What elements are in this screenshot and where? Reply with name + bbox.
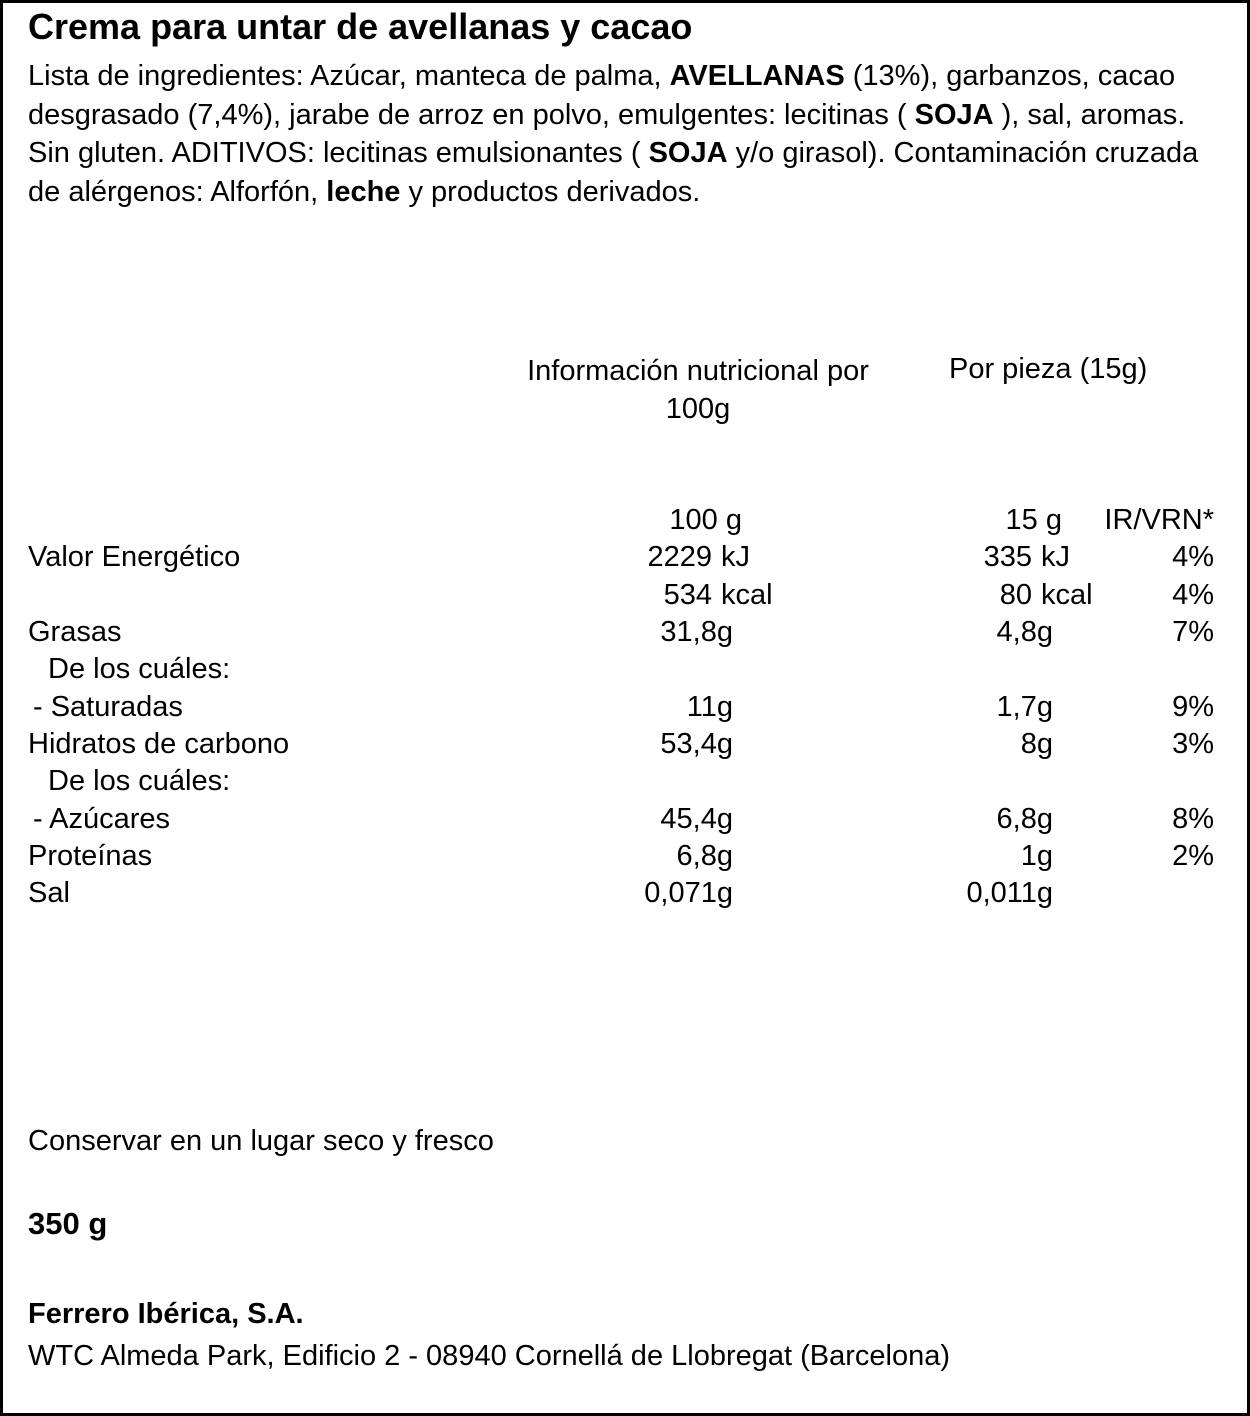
unit-kj-100g: kJ [721, 541, 750, 573]
energy-kcal-ir: 4% [1172, 579, 1214, 611]
fat-100g: 31,8g [660, 616, 733, 648]
storage-instructions: Conservar en un lugar seco y fresco [28, 1125, 494, 1157]
ingredients-text: ), sal, aromas. Sin gluten. ADITIVOS: lecitinas emulsionantes ( [28, 98, 1186, 169]
sugars-100g: 45,4g [660, 803, 733, 835]
company-name: Ferrero Ibérica, S.A. [28, 1298, 304, 1330]
net-weight: 350 g [28, 1206, 108, 1241]
nutrition-header-portion: Por pieza (15g) [949, 353, 1148, 385]
salt-15g: 0,011g [966, 877, 1053, 909]
fat-ir: 7% [1172, 616, 1214, 648]
nutrition-header-100g: Información nutricional por 100g [527, 355, 869, 425]
protein-15g: 1g [1020, 840, 1053, 872]
energy-kj-ir: 4% [1172, 541, 1214, 573]
product-title: Crema para untar de avellanas y cacao [28, 6, 693, 47]
row-label-energy: Valor Energético [28, 541, 241, 573]
saturated-15g: 1,7g [996, 691, 1053, 723]
row-label-of-which-fat: De los cuáles: [48, 653, 231, 685]
saturated-100g: 11g [686, 691, 733, 723]
carbohydrates-15g: 8g [1020, 728, 1053, 760]
company-address: WTC Almeda Park, Edificio 2 - 08940 Cornellá de Llobregat (Barcelona) [28, 1340, 951, 1372]
column-header-100g: 100 g [669, 504, 742, 536]
energy-kcal-15g: 80 [999, 579, 1032, 611]
allergen-highlight: SOJA [914, 98, 994, 131]
ingredients-text: (13%), garbanzos, cacao desgrasado (7,4%), jarabe de arroz en polvo, emulgentes: lecitinas ( [28, 60, 1176, 131]
unit-kj-15g: kJ [1041, 541, 1070, 573]
ingredients-text: Lista de ingredientes: Azúcar, manteca de palma, [28, 60, 670, 92]
ingredients-list [28, 57, 1228, 211]
ingredients-text: y/o girasol). Contaminación cruzada de alérgenos: Alforfón, [28, 137, 1199, 208]
row-label-sugars: - Azúcares [33, 803, 170, 835]
salt-100g: 0,071g [644, 877, 733, 909]
row-label-fat: Grasas [28, 616, 122, 648]
carbohydrates-ir: 3% [1172, 728, 1214, 760]
protein-100g: 6,8g [676, 840, 733, 872]
row-label-carbohydrates: Hidratos de carbono [28, 728, 290, 760]
sugars-15g: 6,8g [996, 803, 1053, 835]
row-label-protein: Proteínas [28, 840, 153, 872]
allergen-highlight: AVELLANAS [669, 60, 845, 92]
allergen-highlight: leche [326, 175, 401, 208]
energy-kcal-100g: 534 [663, 579, 712, 611]
row-label-salt: Sal [28, 877, 70, 909]
allergen-highlight: SOJA [648, 137, 728, 169]
unit-kcal-15g: kcal [1041, 579, 1093, 611]
row-label-saturated: - Saturadas [33, 691, 183, 723]
energy-kj-100g: 2229 [647, 541, 712, 573]
sugars-ir: 8% [1172, 803, 1214, 835]
column-header-15g: 15 g [1005, 504, 1062, 536]
fat-15g: 4,8g [996, 616, 1053, 648]
protein-ir: 2% [1172, 840, 1214, 872]
row-label-of-which-carbs: De los cuáles: [48, 765, 231, 797]
column-header-ir: IR/VRN* [1104, 504, 1214, 536]
ingredients-text: y productos derivados. [400, 175, 701, 208]
saturated-ir: 9% [1172, 691, 1214, 723]
energy-kj-15g: 335 [983, 541, 1032, 573]
unit-kcal-100g: kcal [721, 579, 773, 611]
carbohydrates-100g: 53,4g [660, 728, 733, 760]
